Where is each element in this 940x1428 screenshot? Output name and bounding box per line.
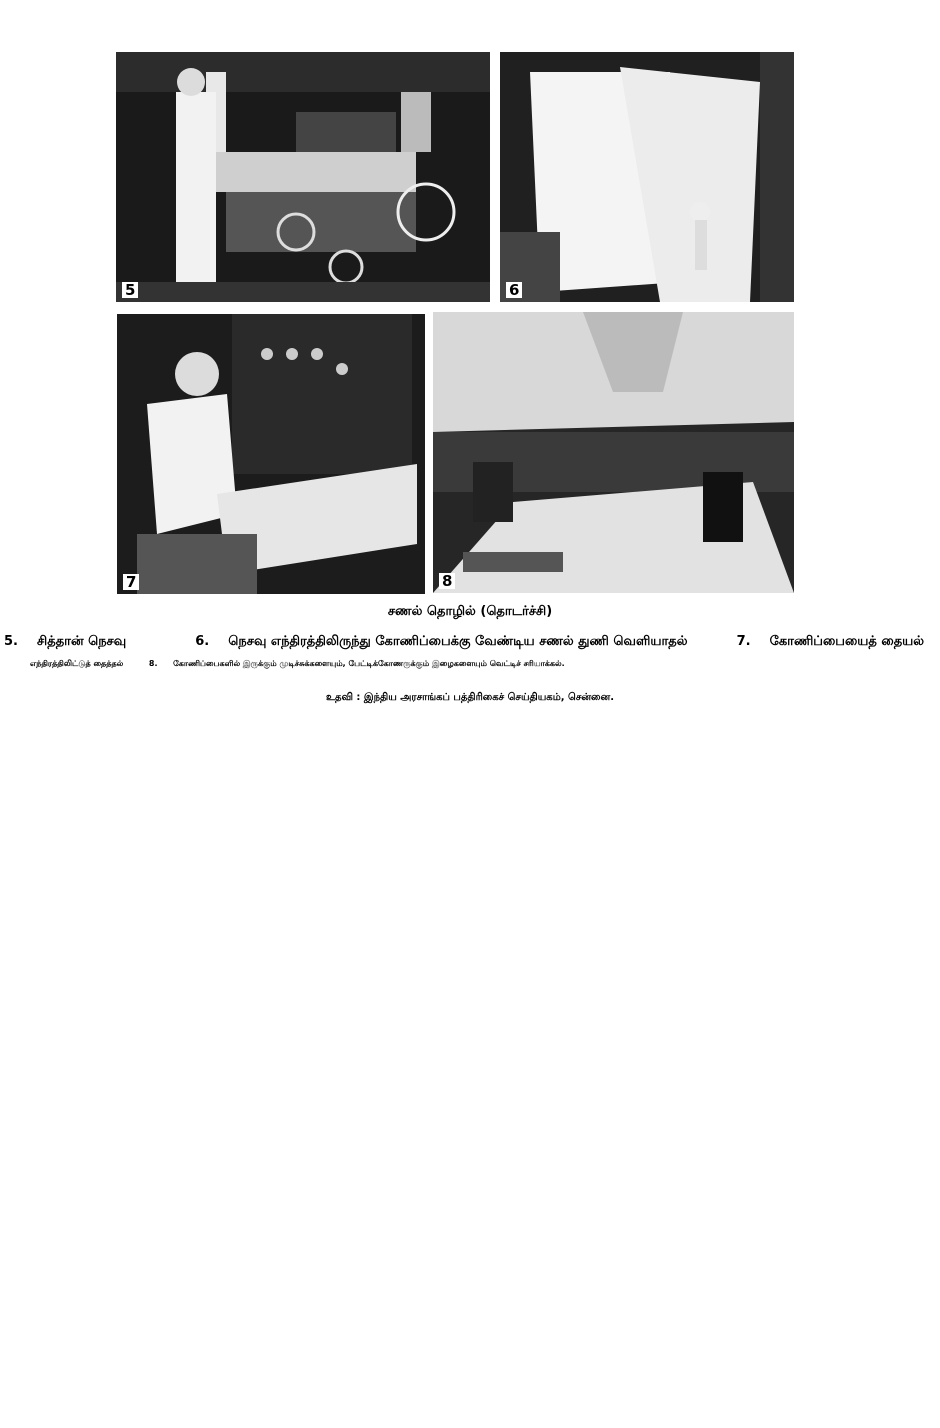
- caption-item-number: 8.: [148, 659, 158, 668]
- plate-number: 7: [123, 574, 139, 590]
- caption-item-number: 5.: [4, 634, 18, 649]
- caption-item-text: எந்திரத்திலிட்டுத் தைத்தல்: [30, 659, 124, 668]
- plate-number: 8: [439, 573, 455, 589]
- photo-credit: உதவி : இந்திய அரசாங்கப் பத்திரிகைச் செய்தியகம், சென்னை.: [325, 692, 615, 703]
- plate-number: 5: [122, 282, 138, 298]
- photo-8-factory-floor: [433, 312, 794, 593]
- caption-item-text: கோணிப்பைகளில் இருக்கும் முடிச்சுக்களையும், பேட்டிக்கோணருக்கும் இழைகளையும் வெட்டிச் சரியாக்கல்.: [173, 659, 565, 668]
- photo-6-cloth-output: [500, 52, 794, 302]
- plate-number: 6: [506, 282, 522, 298]
- caption-item-text: சித்தான் நெசவு: [37, 634, 127, 649]
- photo-7-bag-stitching: [117, 314, 425, 594]
- caption-item-text: கோணிப்பையைத் தையல்: [769, 634, 925, 649]
- caption-item-text: நெசவு எந்திரத்திலிருந்து கோணிப்பைக்கு வேண்டிய சணல் துணி வெளியாதல்: [228, 634, 688, 649]
- caption-line-1: [4, 634, 934, 650]
- caption-title: சணல் தொழில் (தொடர்ச்சி): [387, 604, 553, 619]
- photo-5-loom-weaving: [116, 52, 490, 302]
- caption-item-number: 7.: [736, 634, 751, 649]
- caption-item-number: 6.: [195, 634, 210, 649]
- caption-line-2: [30, 659, 940, 669]
